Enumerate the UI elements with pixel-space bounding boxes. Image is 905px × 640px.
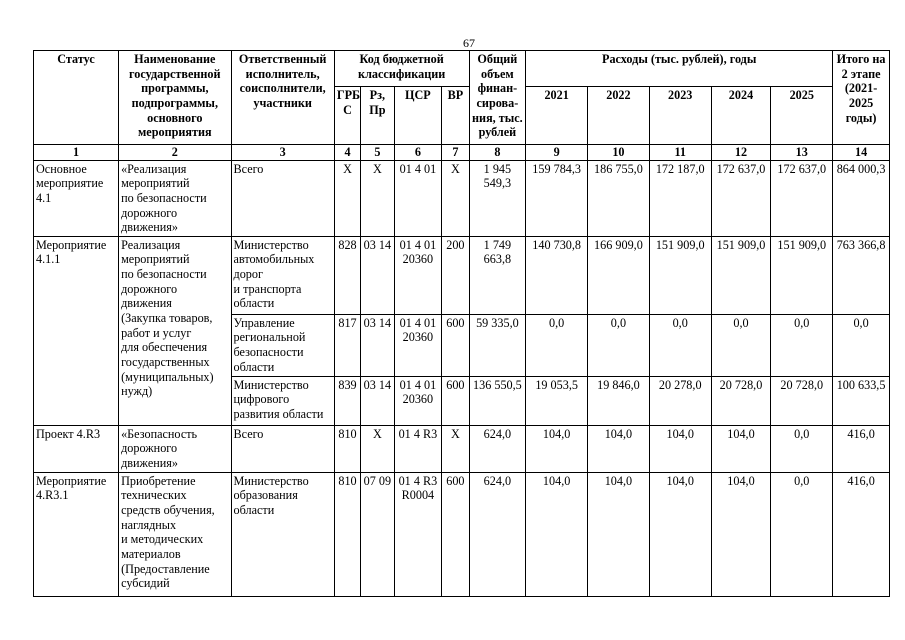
y2022-cell: 104,0 xyxy=(588,425,650,472)
y2022-cell: 166 909,0 xyxy=(588,236,650,314)
grbs-cell: 828 xyxy=(334,236,360,314)
y2022-cell: 0,0 xyxy=(588,314,650,376)
grbs-cell: 817 xyxy=(334,314,360,376)
vr-cell: 600 xyxy=(442,472,469,596)
total-cell: 1 945 549,3 xyxy=(469,160,526,236)
rzpr-cell: 03 14 xyxy=(361,376,394,425)
total-cell: 624,0 xyxy=(469,425,526,472)
name-cell: Приобретение технических средств обучения, наглядных и методических материалов (Предоставление субсидий xyxy=(119,472,231,596)
y2021-cell: 19 053,5 xyxy=(526,376,588,425)
y2021-cell: 140 730,8 xyxy=(526,236,588,314)
stage-total-cell: 864 000,3 xyxy=(833,160,890,236)
responsible-cell: Всего xyxy=(231,160,334,236)
header-total-volume: Общий объем финан-сирова-ния, тыс. рублей xyxy=(469,51,526,145)
grbs-cell: Х xyxy=(334,160,360,236)
grbs-cell: 839 xyxy=(334,376,360,425)
header-responsible: Ответственный исполнитель, соисполнители, участники xyxy=(231,51,334,145)
column-number-row xyxy=(34,145,890,161)
col-num: 9 xyxy=(526,145,588,161)
y2022-cell: 19 846,0 xyxy=(588,376,650,425)
y2024-cell: 104,0 xyxy=(711,425,771,472)
y2025-cell: 20 728,0 xyxy=(771,376,833,425)
vr-cell: Х xyxy=(442,160,469,236)
stage-total-cell: 763 366,8 xyxy=(833,236,890,314)
col-num: 12 xyxy=(711,145,771,161)
responsible-cell: Управление региональной безопасности области xyxy=(231,314,334,376)
header-stage-total: Итого на 2 этапе (2021-2025 годы) xyxy=(833,51,890,145)
rzpr-cell: Х xyxy=(361,160,394,236)
y2021-cell: 104,0 xyxy=(526,425,588,472)
name-cell: Реализация мероприятий по безопасности дорожного движения (Закупка товаров, работ и услуг для обеспечения государственных (муниципальных) нужд) xyxy=(119,236,231,425)
grbs-cell: 810 xyxy=(334,472,360,596)
header-2021: 2021 xyxy=(526,87,588,145)
col-num: 14 xyxy=(833,145,890,161)
col-num: 2 xyxy=(119,145,231,161)
csr-cell: 01 4 01 20360 xyxy=(394,236,442,314)
table-row xyxy=(34,236,890,314)
y2021-cell: 159 784,3 xyxy=(526,160,588,236)
y2021-cell: 0,0 xyxy=(526,314,588,376)
status-cell: Основное мероприятие 4.1 xyxy=(34,160,119,236)
y2025-cell: 172 637,0 xyxy=(771,160,833,236)
header-expenses: Расходы (тыс. рублей), годы xyxy=(526,51,833,87)
y2024-cell: 104,0 xyxy=(711,472,771,596)
header-status: Статус xyxy=(34,51,119,145)
header-rzpr: Рз, Пр xyxy=(361,87,394,145)
header-name: Наименование государственной программы, подпрограммы, основного мероприятия xyxy=(119,51,231,145)
status-cell: Мероприятие 4.R3.1 xyxy=(34,472,119,596)
col-num: 10 xyxy=(588,145,650,161)
col-num: 8 xyxy=(469,145,526,161)
vr-cell: 200 xyxy=(442,236,469,314)
col-num: 7 xyxy=(442,145,469,161)
responsible-cell: Министерство автомобильных дорог и транспорта области xyxy=(231,236,334,314)
total-cell: 136 550,5 xyxy=(469,376,526,425)
y2024-cell: 20 728,0 xyxy=(711,376,771,425)
total-cell: 624,0 xyxy=(469,472,526,596)
header-csr: ЦСР xyxy=(394,87,442,145)
rzpr-cell: 07 09 xyxy=(361,472,394,596)
table-row xyxy=(34,472,890,596)
page-number: 67 xyxy=(463,36,475,50)
col-num: 11 xyxy=(649,145,711,161)
total-cell: 1 749 663,8 xyxy=(469,236,526,314)
header-grbs: ГРБ С xyxy=(334,87,360,145)
responsible-cell: Всего xyxy=(231,425,334,472)
header-2025: 2025 xyxy=(771,87,833,145)
y2023-cell: 20 278,0 xyxy=(649,376,711,425)
vr-cell: 600 xyxy=(442,376,469,425)
rzpr-cell: Х xyxy=(361,425,394,472)
col-num: 1 xyxy=(34,145,119,161)
grbs-cell: 810 xyxy=(334,425,360,472)
name-cell: «Безопасность дорожного движения» xyxy=(119,425,231,472)
vr-cell: Х xyxy=(442,425,469,472)
col-num: 3 xyxy=(231,145,334,161)
y2023-cell: 104,0 xyxy=(649,472,711,596)
stage-total-cell: 0,0 xyxy=(833,314,890,376)
table-row xyxy=(34,425,890,472)
y2022-cell: 186 755,0 xyxy=(588,160,650,236)
col-num: 5 xyxy=(361,145,394,161)
y2024-cell: 151 909,0 xyxy=(711,236,771,314)
stage-total-cell: 416,0 xyxy=(833,425,890,472)
rzpr-cell: 03 14 xyxy=(361,236,394,314)
col-num: 13 xyxy=(771,145,833,161)
csr-cell: 01 4 01 20360 xyxy=(394,376,442,425)
status-cell: Мероприятие 4.1.1 xyxy=(34,236,119,425)
responsible-cell: Министерство образования области xyxy=(231,472,334,596)
header-2024: 2024 xyxy=(711,87,771,145)
name-cell: «Реализация мероприятий по безопасности дорожного движения» xyxy=(119,160,231,236)
y2025-cell: 0,0 xyxy=(771,425,833,472)
csr-cell: 01 4 R3 xyxy=(394,425,442,472)
y2023-cell: 151 909,0 xyxy=(649,236,711,314)
y2022-cell: 104,0 xyxy=(588,472,650,596)
total-cell: 59 335,0 xyxy=(469,314,526,376)
responsible-cell: Министерство цифрового развития области xyxy=(231,376,334,425)
vr-cell: 600 xyxy=(442,314,469,376)
csr-cell: 01 4 01 xyxy=(394,160,442,236)
y2025-cell: 151 909,0 xyxy=(771,236,833,314)
csr-cell: 01 4 01 20360 xyxy=(394,314,442,376)
table-row xyxy=(34,160,890,236)
budget-table xyxy=(33,50,890,597)
header-vr: ВР xyxy=(442,87,469,145)
csr-cell: 01 4 R3 R0004 xyxy=(394,472,442,596)
y2023-cell: 104,0 xyxy=(649,425,711,472)
y2023-cell: 0,0 xyxy=(649,314,711,376)
header-budget-code: Код бюджетной классификации xyxy=(334,51,469,87)
y2024-cell: 172 637,0 xyxy=(711,160,771,236)
header-2022: 2022 xyxy=(588,87,650,145)
y2021-cell: 104,0 xyxy=(526,472,588,596)
y2025-cell: 0,0 xyxy=(771,472,833,596)
header-2023: 2023 xyxy=(649,87,711,145)
col-num: 6 xyxy=(394,145,442,161)
rzpr-cell: 03 14 xyxy=(361,314,394,376)
stage-total-cell: 416,0 xyxy=(833,472,890,596)
stage-total-cell: 100 633,5 xyxy=(833,376,890,425)
col-num: 4 xyxy=(334,145,360,161)
y2023-cell: 172 187,0 xyxy=(649,160,711,236)
y2024-cell: 0,0 xyxy=(711,314,771,376)
y2025-cell: 0,0 xyxy=(771,314,833,376)
status-cell: Проект 4.R3 xyxy=(34,425,119,472)
